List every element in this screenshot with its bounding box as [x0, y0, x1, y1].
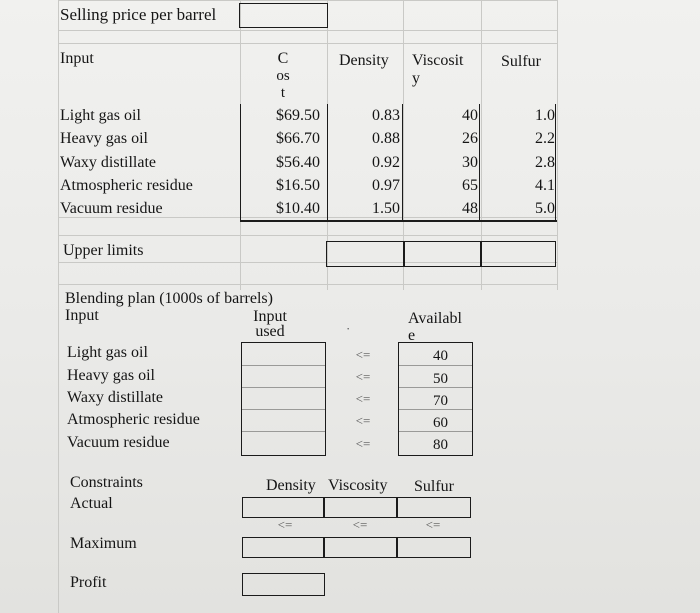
le-operator: <=: [355, 391, 371, 406]
grid-line: [58, 235, 558, 236]
blending-input-name: Light gas oil: [67, 344, 148, 361]
constraints-label: Constraints: [70, 474, 143, 491]
constraint-sulfur-header: Sulfur: [414, 478, 454, 495]
selling-price-cell[interactable]: [239, 3, 328, 28]
input-name: Waxy distillate: [60, 154, 157, 171]
cost-cell: $56.40: [276, 154, 320, 171]
density-cell: 0.88: [372, 130, 400, 147]
upper-limits-cells[interactable]: [326, 241, 556, 267]
density-column-border: [402, 104, 403, 221]
cost-header-line3: t: [280, 85, 286, 101]
sulfur-header: Sulfur: [501, 53, 541, 70]
viscosity-cell: 40: [462, 107, 478, 124]
available-header-line1: Availabl: [408, 310, 462, 327]
cost-cell: $16.50: [276, 177, 320, 194]
grid-line: [58, 0, 59, 613]
available-value: 40: [433, 348, 448, 364]
available-value: 50: [433, 371, 448, 387]
dot-marker: ·: [346, 321, 351, 336]
input-name: Atmospheric residue: [60, 177, 193, 194]
data-bottom-border: [240, 220, 557, 222]
cost-cell: $66.70: [276, 130, 320, 147]
sulfur-cell: 2.8: [535, 154, 555, 171]
available-value: 60: [433, 415, 448, 431]
le-operator: <=: [355, 436, 371, 451]
blending-title: Blending plan (1000s of barrels): [65, 290, 273, 307]
cost-header-line1: C: [277, 50, 289, 67]
available-value: 80: [433, 437, 448, 453]
cost-cell: $69.50: [276, 107, 320, 124]
blending-input-name: Heavy gas oil: [67, 367, 155, 384]
profit-label: Profit: [70, 574, 107, 591]
sulfur-cell: 5.0: [535, 200, 555, 217]
constraint-viscosity-op: <=: [352, 517, 368, 532]
input-header: Input: [60, 50, 94, 67]
viscosity-cell: 30: [462, 154, 478, 171]
density-cell: 0.97: [372, 177, 400, 194]
density-header: Density: [339, 52, 389, 69]
input-used-header-line1: Input: [253, 308, 287, 325]
selling-price-label: Selling price per barrel: [60, 5, 217, 24]
le-operator: <=: [355, 347, 371, 362]
actual-label: Actual: [70, 495, 113, 512]
density-cell: 0.83: [372, 107, 400, 124]
sulfur-cell: 1.0: [535, 107, 555, 124]
available-header-line2: e: [408, 327, 416, 344]
cost-column-border: [240, 104, 328, 221]
viscosity-cell: 65: [462, 177, 478, 194]
le-operator: <=: [355, 413, 371, 428]
le-operator: <=: [355, 369, 371, 384]
grid-line: [557, 0, 558, 290]
profit-cell[interactable]: [242, 573, 325, 596]
viscosity-header-line2: y: [412, 70, 420, 87]
maximum-cells[interactable]: [242, 537, 471, 558]
sulfur-column-border: [555, 104, 556, 221]
grid-line: [58, 0, 558, 1]
sulfur-cell: 4.1: [535, 177, 555, 194]
upper-limits-label: Upper limits: [63, 242, 144, 259]
constraint-viscosity-header: Viscosity: [328, 477, 388, 494]
constraint-density-op: <=: [277, 517, 293, 532]
input-used-header-line2: used: [255, 323, 285, 340]
viscosity-column-border: [479, 104, 480, 221]
constraint-sulfur-op: <=: [425, 517, 441, 532]
viscosity-header-line1: Viscosit: [412, 52, 464, 69]
grid-line: [58, 30, 558, 31]
grid-line: [58, 43, 558, 44]
blending-input-name: Waxy distillate: [67, 389, 164, 406]
cost-cell: $10.40: [276, 200, 320, 217]
density-cell: 0.92: [372, 154, 400, 171]
actual-cells[interactable]: [242, 497, 471, 518]
available-value: 70: [433, 393, 448, 409]
input-used-cells[interactable]: [241, 342, 326, 456]
input-name: Vacuum residue: [60, 200, 163, 217]
blending-input-name: Atmospheric residue: [67, 411, 200, 428]
sulfur-cell: 2.2: [535, 130, 555, 147]
maximum-label: Maximum: [70, 535, 137, 552]
blending-input-header: Input: [65, 307, 99, 324]
viscosity-cell: 48: [462, 200, 478, 217]
input-name: Light gas oil: [60, 107, 141, 124]
constraint-density-header: Density: [266, 477, 316, 494]
blending-input-name: Vacuum residue: [67, 434, 170, 451]
grid-line: [58, 284, 558, 285]
density-cell: 1.50: [372, 200, 400, 217]
viscosity-cell: 26: [462, 130, 478, 147]
input-name: Heavy gas oil: [60, 130, 148, 147]
cost-header-line2: os: [276, 68, 290, 84]
